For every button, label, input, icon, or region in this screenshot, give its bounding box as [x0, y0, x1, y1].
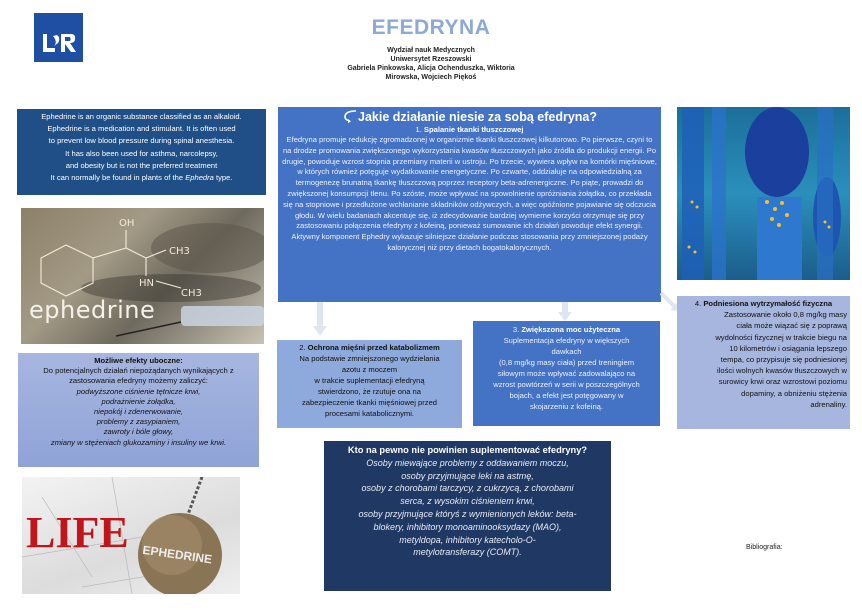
contraindication-line: metyldopa, inhibitory katecholo-O- [399, 534, 536, 545]
contraindication-line: blokery, inhibitory monoaminooksydazy (MAO), [373, 521, 562, 532]
box3-line: siłowym może wpływać zadowalająco na [497, 369, 636, 378]
box3-line: dawkach [551, 347, 582, 356]
intro-text: type. [213, 173, 233, 183]
life-word: LIFE [26, 508, 129, 557]
main-effects-box [278, 107, 661, 302]
contraindication-line: metylotransferazy (COMT). [413, 547, 522, 558]
box4-line: ilości wolnych kwasów tłuszczowych w [717, 366, 847, 376]
contraindication-line: Osoby miewające problemy z oddawaniem moczu, [366, 457, 569, 468]
section-number: 2. [299, 343, 308, 352]
box4-line: Zastosowanie około 0,8 mg/kg masy [724, 310, 847, 320]
section-number: 3. [512, 325, 522, 334]
section-1-title [282, 125, 657, 135]
box4-line: surowicy krwi oraz wzrostowi poziomu [718, 377, 847, 387]
bibliography-label: Bibliografia: [746, 544, 783, 551]
poster-title: EFEDRYNA [371, 16, 491, 39]
section-title: Zwiększona moc użyteczna [521, 325, 621, 334]
intro-box [17, 109, 266, 195]
box2-line: procesami katabolicznymi. [324, 409, 415, 418]
subtitle-line: Mirowska, Wojciech Piękoś [385, 74, 477, 81]
box3-line: (0,8 mg/kg masy ciała) przed treningiem [498, 358, 635, 367]
contraindications-box [324, 441, 611, 591]
intro-line: and obesity but is not the preferred treatment [65, 160, 218, 170]
formula-label: CH3 [169, 246, 190, 257]
intro-line: It has also been used for asthma, narcolepsy, [65, 148, 218, 158]
ephedrine-molecule-image [21, 208, 264, 344]
side-effect-item: zmiany w stężeniach glukozaminy i insuliny we krwi. [50, 437, 227, 447]
life-wrecking-ball-image [22, 477, 240, 594]
subtitle-line: Gabriela Pinkowska, Alicja Ochenduszka, Wiktoria [347, 65, 515, 72]
section-title: Ochrona mięśni przed katabolizmem [307, 343, 440, 352]
box2-line: w trakcie suplementacji efedryną [314, 376, 425, 385]
formula-label: OH [119, 218, 135, 229]
subtitle-line: Wydział nauk Medycznych [387, 47, 475, 54]
ephedrine-image-label: ephedrine [29, 296, 156, 324]
side-effects-heading: Możliwe efekty uboczne: [94, 356, 183, 365]
wrecking-ball-icon [22, 477, 240, 594]
box2-line: azotu z moczem [341, 365, 398, 374]
side-effect-item: niepokój i zdenerwowanie, [93, 407, 184, 417]
box3-line: Suplementacja efedryny w większych [503, 336, 630, 345]
neuron-synapse-image [677, 107, 850, 280]
side-effect-item: podwyższone ciśnienie tętnicze krwi, [76, 386, 201, 396]
box2-line: zabezpieczenie tkanki mięśniowej przed [301, 398, 438, 407]
box3-line: bojach, a efekt jest potęgowany w [509, 391, 624, 400]
curved-arrow-icon [342, 109, 358, 123]
side-effect-item: podrażnienie żołądka, [101, 396, 176, 406]
box4-line: dopaminy, a obniżeniu stężenia [741, 388, 847, 398]
box4-line: adrenaliny. [810, 399, 847, 409]
box4-line: ciała może wiązać się z poprawą [736, 321, 847, 331]
intro-line: Ephedrine is an organic substance classified as an alkaloid. [41, 112, 242, 121]
down-arrow-icon [313, 302, 327, 338]
power-output-box [473, 321, 660, 426]
main-heading-text: Jakie działanie niesie za sobą efedryna? [358, 110, 597, 124]
contraindication-line: serca, z wysokim ciśnieniem krwi, [400, 496, 535, 507]
side-effect-item: zawroty i bóle głowy, [103, 427, 174, 437]
side-effect-item: problemy z zasypianiem, [96, 417, 181, 427]
formula-label: CH3 [181, 288, 202, 299]
contraindication-line: osoby przyjmujące leki na astmę, [401, 470, 534, 481]
main-heading [282, 109, 657, 125]
box3-line: skojarzeniu z kofeiną. [529, 402, 604, 411]
section-1-body: Efedryna promuje redukcję zgromadzonej w organizmie tkanki tłuszczowej kilkutorowo. Po pierwsze, czyni to na drodze promowania zwiększonego wykorzystania kwasów tłuszczowych jako źródła do produkcji energii. Po drugie, powoduje wzrost stopnia przemiany materii w ustroju. Po trzecie, wywiera wpływ na komórki mięśniowe, w których również potęguje wydatkowanie energetyczne. Po czwarte, oddziałuje na odpowiedzialną za termogenezę brunatną tkankę tłuszczową poprzez receptory beta-adrenergiczne. Po piąte, prowadzi do zwiększonej konsumpcji tlenu. Po szóste, może wpływać na spowolnienie opróżniania żołądka, co przekłada się na stopniowe i przedłużone wchłanianie składników odżywczych, a więc opóźnione pojawianie się odczucia głodu. W wielu badaniach akcentuje się, iż zdecydowanie bardziej wymierne korzyści otrzymuje się przy zastosowaniu połączenia efedryny z kofeiną, ponieważ sumowanie ich działań powoduje efekt synergii. Aktywny komponent Ephedry wykazuje silniejsze działanie podczas stosowania przy zmniejszonej podaży kalorycznej niż przy dietach bogatokalorycznych. [282, 135, 657, 252]
box3-line: wzrost powtórzeń w serii w poszczególnych [493, 380, 640, 389]
subtitle-line: Uniwersytet Rzeszowski [390, 56, 472, 63]
contraindications-heading: Kto na pewno nie powinien suplementować efedryny? [347, 445, 588, 455]
section-number: 4. [694, 299, 704, 308]
intro-line: to prevent low blood pressure during spinal anesthesia. [48, 136, 235, 146]
contraindication-line: osoby z chorobami tarczycy, z cukrzycą, z chorobami [361, 483, 574, 494]
ball-text: EPHEDRINE [141, 542, 213, 567]
intro-italic-text: Ephedra [185, 173, 214, 183]
box3-title [476, 324, 657, 335]
muscle-protection-box [277, 340, 462, 428]
box2-title [279, 342, 460, 353]
side-effects-intro: Do potencjalnych działań niepożądanych wynikających z zastosowania efedryny możemy zaliczyć: [43, 366, 234, 386]
box4-line: wydolności fizycznej w trakcie biegu na [715, 332, 847, 342]
box4-line: tempa, co przypisuje się podniesionej [720, 355, 847, 365]
side-effects-box [18, 353, 259, 467]
intro-line: Ephedrine is a medication and stimulant. It is often used [47, 124, 236, 134]
contraindication-line: osoby przyjmujące któryś z wymienionych leków: beta- [358, 508, 577, 519]
intro-line [19, 172, 264, 184]
endurance-box [677, 296, 850, 429]
box4-title [680, 298, 847, 309]
section-number: 1. [415, 125, 424, 134]
intro-text: It can normally be found in plants of the [50, 173, 186, 183]
section-title: Podniesiona wytrzymałość fizyczna [703, 299, 833, 308]
box2-line: Na podstawie zmniejszonego wydzielania [299, 354, 440, 363]
formula-label: HN [139, 278, 154, 289]
box2-line: stwierdzono, że rzutuje ona na [318, 387, 421, 396]
section-title: Spalanie tkanki tłuszczowej [423, 125, 524, 134]
poster-subtitle [0, 46, 862, 82]
box4-line: 10 kilometrów i osiągania lepszego [729, 343, 847, 353]
synapse-illustration-icon [677, 107, 850, 280]
down-arrow-icon [558, 302, 572, 322]
